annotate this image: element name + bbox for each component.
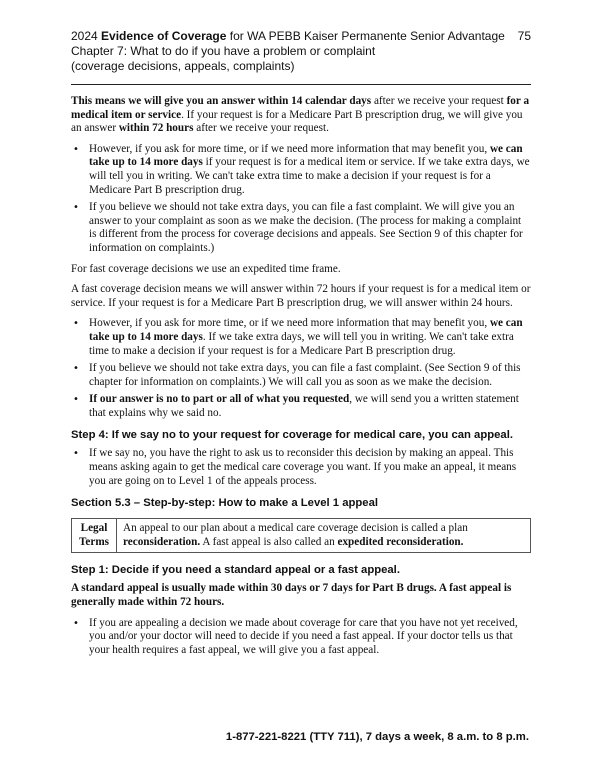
step4-bullets [71,447,531,488]
standard-decision-bullets [71,143,531,256]
legal-bold-2: expedited reconsideration. [337,535,464,548]
intro-text-3: after we receive your request. [193,122,329,135]
header-chapter: Chapter 7: What to do if you have a problem or complaint [71,44,376,58]
intro-bold-2: for a medical item or service [71,95,530,121]
bullet-text: , we will send you a written statement that explains why we said no. [89,393,519,419]
page-number: 75 [517,29,531,43]
list-item [71,201,531,255]
list-item: • If you are appealing a decision we made about coverage for care that you have not yet received, you and/or your doctor will need to decide if you need a fast appeal. If your doctor tells us that your health requires a fast appeal, we will give you a fast appeal. [71,617,531,658]
intro-text-1: after we receive your request [371,95,507,107]
step1-bold-paragraph [71,582,531,609]
page-header [71,29,531,74]
bullet-text: if your request is for a medical item or service. If we take extra days, we will tell you in writing. We can't take extra time to make a decision if your request is for a Medicare Part B prescription drug. [89,156,530,196]
bullet-text: If you believe we should not take extra days, you can file a fast complaint. We will give you an answer to your complaint as soon as we make the decision. (The process for making a complaint is different from the process for coverage decisions and appeals. See Section 9 of this chapter for information on complaints.) [89,201,523,254]
bullet-bold: we can take up to 14 more days [89,142,523,169]
footer-phone: 1-877-221-8221 (TTY 711), 7 days a week, 8 a.m. to 8 p.m. [225,731,529,743]
header-chapter-sub: (coverage decisions, appeals, complaints) [71,59,295,73]
header-rule [71,84,531,85]
header-title-line [71,29,531,44]
step1-bold-text: A standard appeal is usually made within 30 days or 7 days for Part B drugs. A fast appeal is generally made within 72 hours. [71,582,512,609]
fast-paragraph: A fast coverage decision means we will answer within 72 hours if your request is for a medical item or service. If your request is for a Medicare Part B prescription drug, we will answer within 24 hours. [71,283,531,309]
list-item [71,317,531,358]
list-item [71,143,531,197]
legal-terms-label [72,519,117,552]
legal-terms-text [117,519,530,552]
step1-heading: Step 1: Decide if you need a standard appeal or a fast appeal. [71,564,400,577]
legal-text-1: An appeal to our plan about a medical care coverage decision is called a plan [123,522,468,535]
step1-bullets [71,617,531,658]
list-item: • If we say no, you have the right to ask us to reconsider this decision by making an appeal. This means asking again to get the medical care coverage you want. If you make an appeal, it means you are going on to Level 1 of the appeals process. [71,447,531,488]
page-body [71,95,531,664]
intro-text-2: . If your request is for a Medicare Part B prescription drug, we will give you an answer [71,108,523,135]
legal-label-line-2: Terms [78,535,110,548]
legal-terms-box [71,518,531,553]
step4-heading: Step 4: If we say no to your request for coverage for medical care, you can appeal. [71,429,513,442]
bullet-bold: we can take up to 14 more days [89,317,523,343]
list-item [71,393,531,420]
intro-bold-1: This means we will give you an answer within 14 calendar days [71,95,372,107]
header-title-bold: Evidence of Coverage [101,29,227,43]
fast-decision-bullets [71,317,531,420]
intro-bold-3: within 72 hours [118,122,194,135]
section-heading: Section 5.3 – Step-by-step: How to make a Level 1 appeal [71,497,378,510]
bullet-text: . If we take extra days, we will tell you in writing. We can't take extra time to make a decision if your request is for a Medicare Part B prescription drug. [89,330,514,357]
header-title-rest: for WA PEBB Kaiser Permanente Senior Advantage [229,29,505,43]
bullet-bold: If our answer is no to part or all of what you requested [89,393,350,406]
legal-text-2: A fast appeal is also called an [200,535,338,548]
intro-paragraph [71,95,531,136]
header-year: 2024 [71,29,98,43]
bullet-text: However, if you ask for more time, or if we need more information that may benefit you, [89,142,490,155]
bullet-text: However, if you ask for more time, or if we need more information that may benefit you, [89,317,490,330]
fast-intro: For fast coverage decisions we use an expedited time frame. [71,262,341,275]
bullet-text: If you believe we should not take extra days, you can file a fast complaint. (See Section 9 of this chapter for information on complaints.) We will call you as soon as we make the decision. [89,362,521,388]
legal-bold-1: reconsideration. [123,535,201,548]
list-item [71,362,531,389]
legal-label-line-1: Legal [80,522,108,535]
